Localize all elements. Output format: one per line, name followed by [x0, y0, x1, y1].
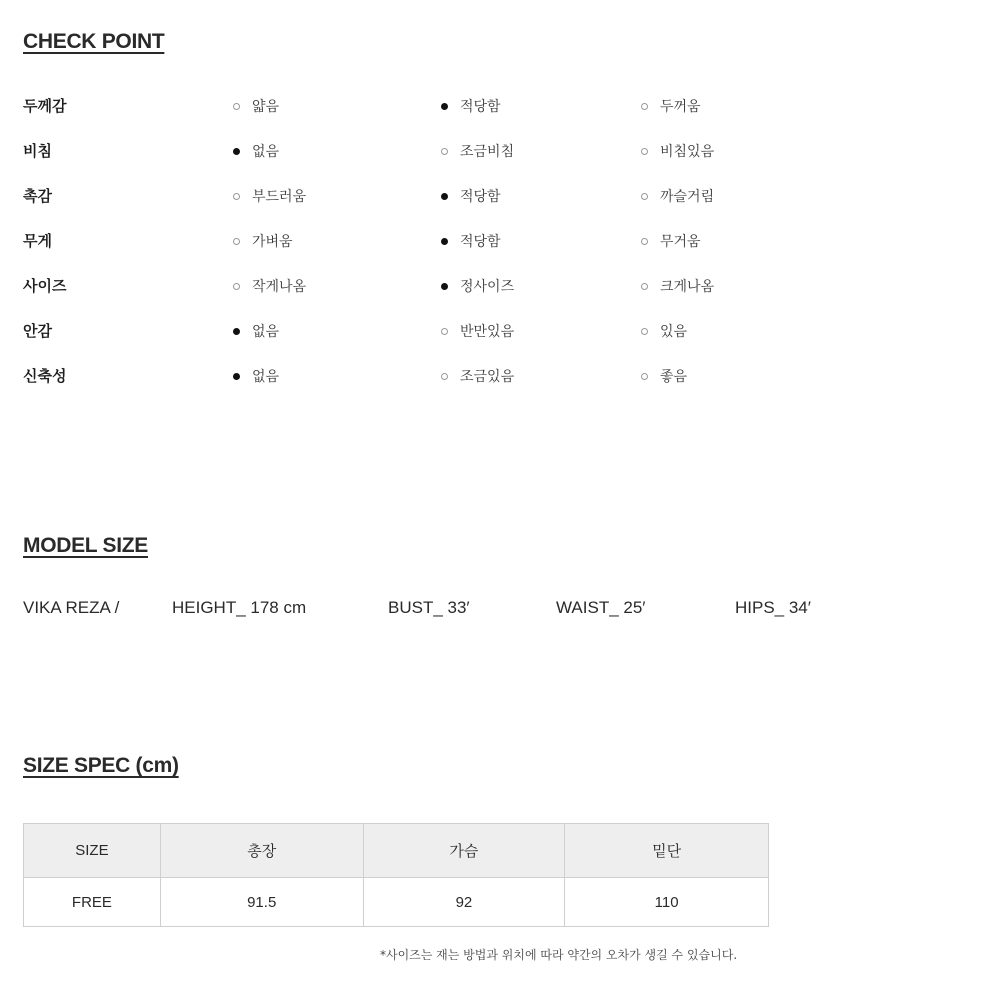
check-point-option	[233, 276, 306, 296]
check-point-option	[641, 231, 701, 251]
filled-circle-icon	[441, 193, 448, 200]
check-point-option	[441, 141, 514, 161]
check-point-option	[641, 96, 701, 116]
check-point-option-label: 좋음	[660, 369, 688, 385]
check-point-option-label: 없음	[252, 369, 280, 385]
check-point-option-label: 무거움	[660, 234, 701, 250]
check-point-option	[641, 366, 687, 386]
check-point-label: 비침	[23, 142, 52, 160]
table-header-hem: 밑단	[565, 824, 769, 878]
model-hips: HIPS_ 34′	[735, 598, 811, 617]
model-name: VIKA REZA /	[23, 598, 120, 617]
check-point-option	[441, 96, 501, 116]
check-point-option	[233, 231, 293, 251]
check-point-option-label: 조금있음	[460, 369, 515, 385]
check-point-option	[233, 186, 306, 206]
check-point-option-label: 조금비침	[460, 144, 515, 160]
check-point-option	[441, 276, 514, 296]
check-point-option-label: 있음	[660, 324, 688, 340]
table-header-chest: 가슴	[363, 824, 565, 878]
check-point-option	[641, 186, 714, 206]
model-waist: WAIST_ 25′	[556, 598, 646, 617]
table-row	[24, 878, 769, 927]
check-point-label: 사이즈	[23, 277, 67, 295]
check-point-option-label: 부드러움	[252, 189, 307, 205]
check-point-label: 무게	[23, 232, 52, 250]
filled-circle-icon	[441, 103, 448, 110]
check-point-option	[441, 186, 501, 206]
size-spec-title: SIZE SPEC (cm)	[23, 754, 179, 777]
model-bust: BUST_ 33′	[388, 598, 470, 617]
check-point-option-label: 얇음	[252, 99, 280, 115]
model-height: HEIGHT_ 178 cm	[172, 598, 307, 617]
check-point-option-label: 없음	[252, 324, 280, 340]
empty-circle-icon	[441, 373, 448, 380]
check-point-option-label: 작게나옴	[252, 279, 307, 295]
empty-circle-icon	[641, 193, 648, 200]
table-header-length: 총장	[160, 824, 363, 878]
check-point-label: 두께감	[23, 97, 67, 115]
empty-circle-icon	[641, 328, 648, 335]
check-point-option-label: 적당함	[460, 99, 501, 115]
empty-circle-icon	[233, 238, 240, 245]
check-point-option-label: 크게나옴	[660, 279, 715, 295]
empty-circle-icon	[441, 328, 448, 335]
empty-circle-icon	[641, 283, 648, 290]
check-point-option-label: 적당함	[460, 234, 501, 250]
empty-circle-icon	[233, 193, 240, 200]
check-point-label: 촉감	[23, 187, 52, 205]
check-point-option	[641, 276, 714, 296]
check-point-option-label: 반만있음	[460, 324, 515, 340]
check-point-option	[233, 141, 279, 161]
empty-circle-icon	[233, 283, 240, 290]
table-cell-length: 91.5	[160, 878, 363, 927]
check-point-title: CHECK POINT	[23, 30, 165, 53]
filled-circle-icon	[233, 373, 240, 380]
empty-circle-icon	[441, 148, 448, 155]
filled-circle-icon	[441, 283, 448, 290]
empty-circle-icon	[641, 238, 648, 245]
check-point-option-label: 비침있음	[660, 144, 715, 160]
model-size-title: MODEL SIZE	[23, 534, 148, 557]
filled-circle-icon	[441, 238, 448, 245]
table-cell-hem: 110	[565, 878, 769, 927]
size-note: *사이즈는 재는 방법과 위치에 따라 약간의 오차가 생길 수 있습니다.	[380, 948, 738, 962]
check-point-option-label: 두꺼움	[660, 99, 701, 115]
table-cell-chest: 92	[363, 878, 565, 927]
empty-circle-icon	[233, 103, 240, 110]
check-point-option-label: 정사이즈	[460, 279, 515, 295]
empty-circle-icon	[641, 148, 648, 155]
table-header-row	[24, 824, 769, 878]
check-point-option-label: 없음	[252, 144, 280, 160]
check-point-label: 안감	[23, 322, 52, 340]
check-point-option	[441, 231, 501, 251]
size-spec-table	[23, 823, 769, 927]
check-point-option	[641, 321, 687, 341]
table-header-size: SIZE	[24, 824, 161, 878]
check-point-option	[233, 321, 279, 341]
check-point-option-label: 적당함	[460, 189, 501, 205]
check-point-option-label: 까슬거림	[660, 189, 715, 205]
check-point-label: 신축성	[23, 367, 67, 385]
filled-circle-icon	[233, 148, 240, 155]
check-point-option	[441, 321, 514, 341]
table-cell-size: FREE	[24, 878, 161, 927]
check-point-option	[641, 141, 714, 161]
filled-circle-icon	[233, 328, 240, 335]
check-point-option	[441, 366, 514, 386]
check-point-option	[233, 96, 279, 116]
empty-circle-icon	[641, 103, 648, 110]
empty-circle-icon	[641, 373, 648, 380]
check-point-option-label: 가벼움	[252, 234, 293, 250]
check-point-option	[233, 366, 279, 386]
